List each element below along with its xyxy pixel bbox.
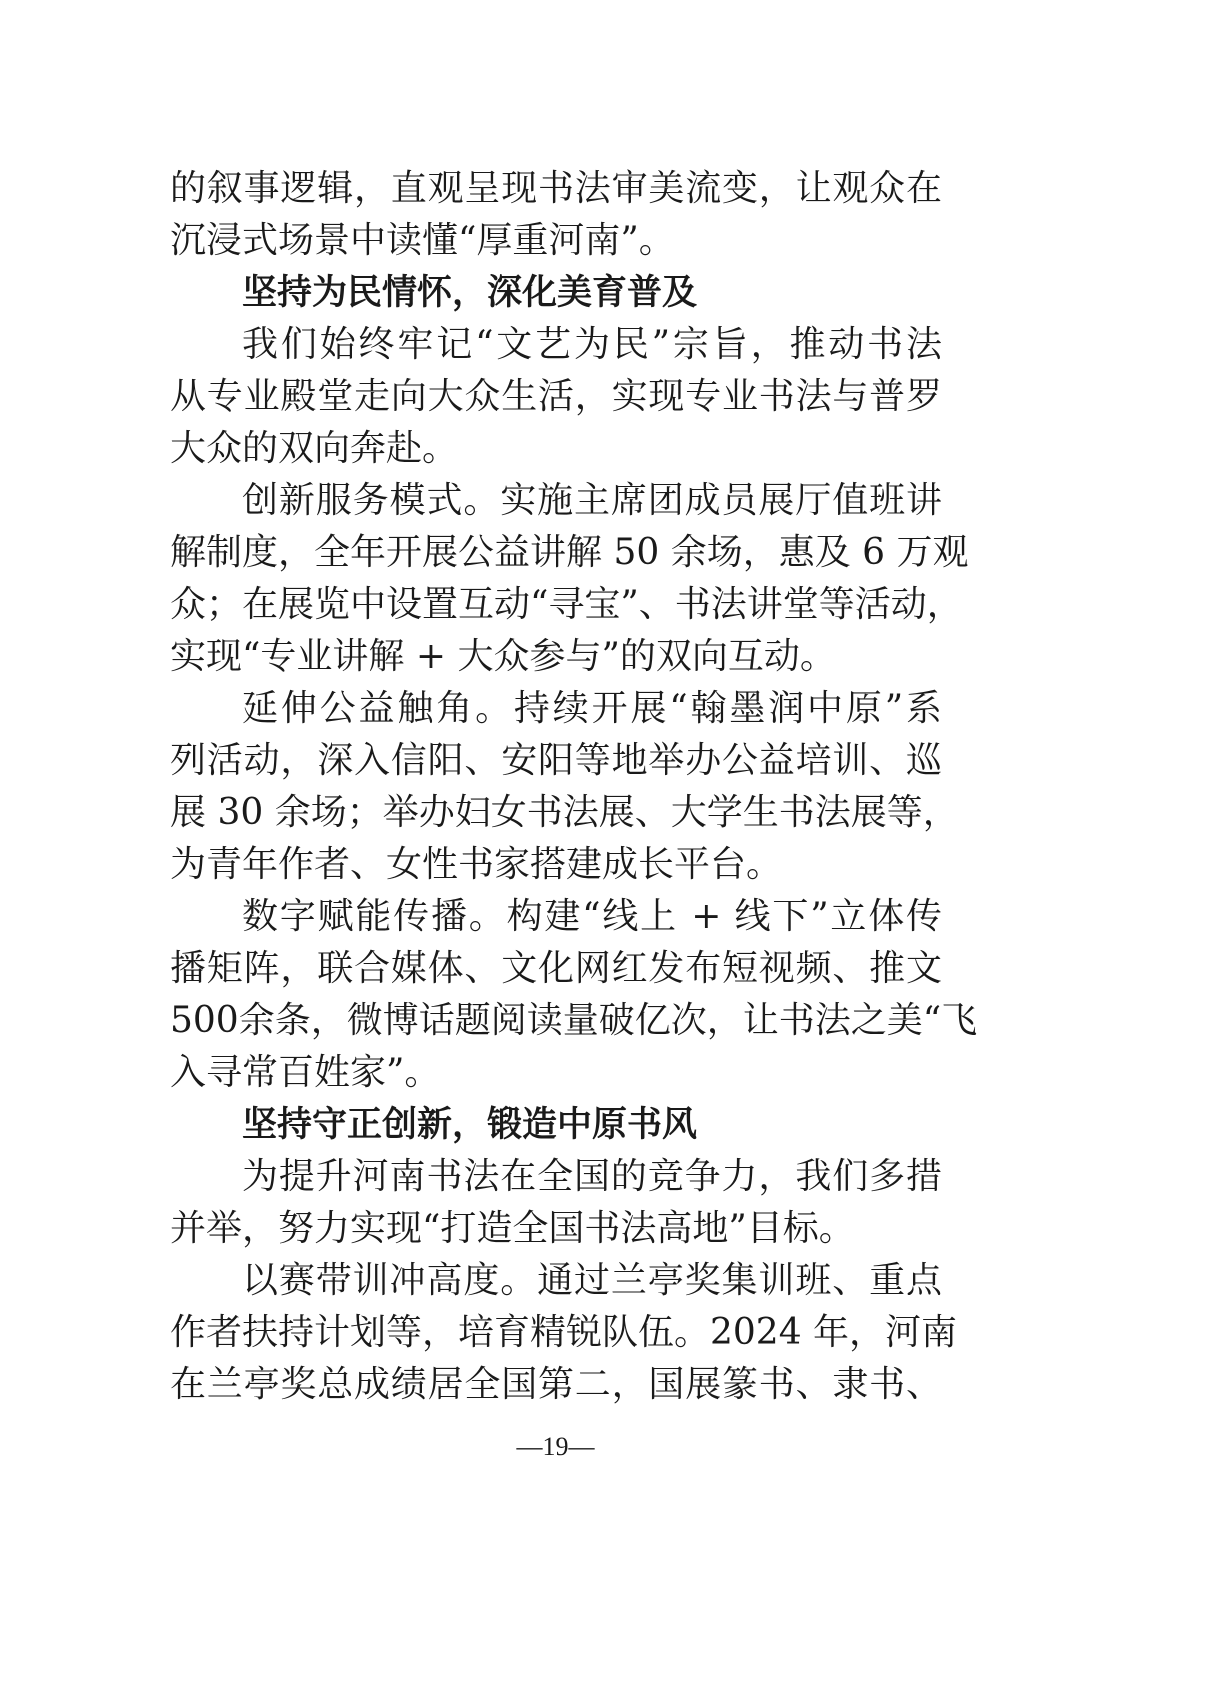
text-line: 并举，努力实现“打造全国书法高地”目标。 [170, 1208, 855, 1249]
text-line: 创新服务模式。实施主席团成员展厅值班讲 [242, 480, 942, 521]
text-line: 以赛带训冲高度。通过兰亭奖集训班、重点 [242, 1260, 942, 1301]
text-line: 实现“专业讲解 + 大众参与”的双向互动。 [170, 636, 836, 677]
text-line: 我们始终牢记“文艺为民”宗旨，推动书法 [242, 324, 942, 365]
text-line: 沉浸式场景中读懂“厚重河南”。 [170, 220, 675, 261]
text-line: 大众的双向奔赴。 [170, 428, 459, 469]
text-line: 作者扶持计划等，培育精锐队伍。2024 年，河南 [170, 1312, 958, 1353]
text-line: 为青年作者、女性书家搭建成长平台。 [170, 844, 783, 885]
text-line: 众；在展览中设置互动“寻宝”、书法讲堂等活动， [170, 584, 963, 625]
text-line: 播矩阵，联合媒体、文化网红发布短视频、推文 [170, 948, 942, 989]
text-line: 为提升河南书法在全国的竞争力，我们多措 [242, 1156, 942, 1197]
text-line: 延伸公益触角。持续开展“翰墨润中原”系 [242, 688, 942, 729]
text-line: 入寻常百姓家”。 [170, 1052, 441, 1093]
text-line: 解制度，全年开展公益讲解 50 余场，惠及 6 万观 [170, 532, 969, 573]
text-line: 展 30 余场；举办妇女书法展、大学生书法展等， [170, 792, 959, 833]
section-heading: 坚持守正创新，锻造中原书风 [242, 1105, 698, 1145]
text-line: 500余条，微博话题阅读量破亿次，让书法之美“飞 [170, 1000, 978, 1041]
text-line: 的叙事逻辑，直观呈现书法审美流变，让观众在 [170, 168, 942, 209]
text-line: 在兰亭奖总成绩居全国第二，国展篆书、隶书、 [170, 1364, 942, 1405]
section-heading: 坚持为民情怀，深化美育普及 [242, 273, 698, 313]
text-line: 从专业殿堂走向大众生活，实现专业书法与普罗 [170, 376, 942, 417]
document-body [170, 163, 978, 1411]
page-number: —19— [516, 1432, 595, 1461]
text-line: 数字赋能传播。构建“线上 + 线下”立体传 [242, 896, 942, 937]
text-line: 列活动，深入信阳、安阳等地举办公益培训、巡 [170, 740, 942, 781]
